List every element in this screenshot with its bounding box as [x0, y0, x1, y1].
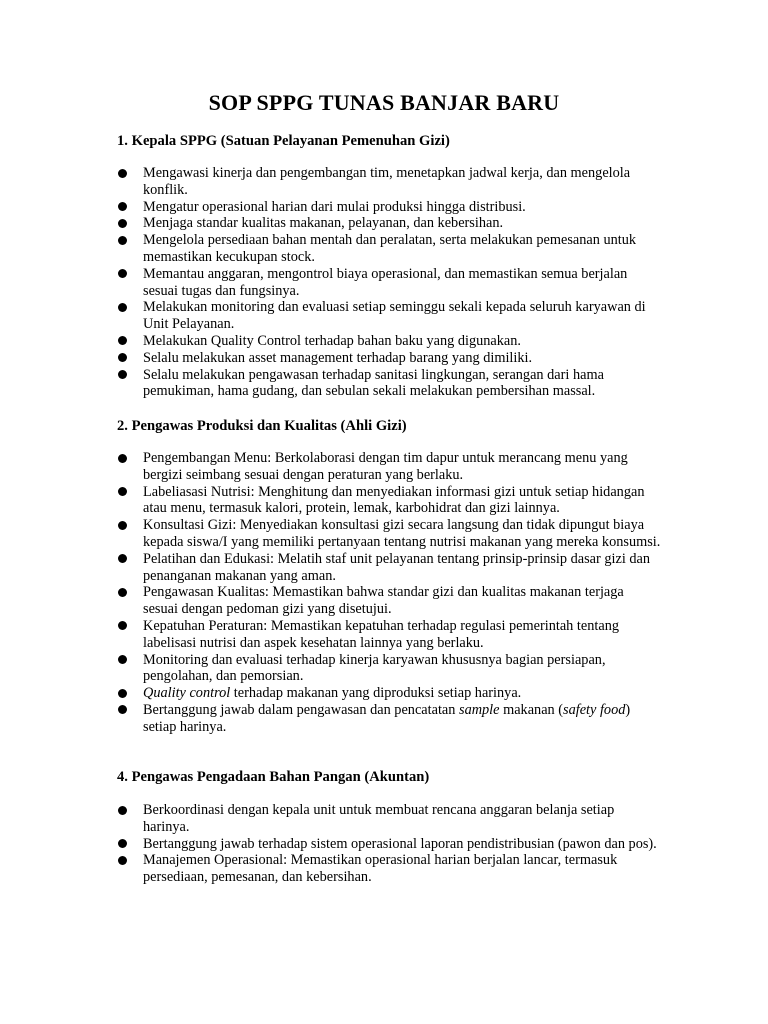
sample-term: sample — [459, 701, 500, 718]
bullet-icon — [118, 202, 127, 211]
bullet-icon — [118, 521, 127, 530]
list-item — [117, 450, 662, 484]
section-heading-pengawas-pengadaan: 4. Pengawas Pengadaan Bahan Pangan (Akuntan) — [117, 769, 430, 785]
bullet-icon — [118, 839, 127, 848]
list-item-text: Pengembangan Menu: Berkolaborasi dengan tim dapur untuk merancang menu yang bergizi seimbang sesuai dengan peraturan yang berlaku. — [143, 450, 628, 483]
list-item — [117, 199, 662, 216]
list-item-text: Mengawasi kinerja dan pengembangan tim, menetapkan jadwal kerja, dan mengelola konflik. — [143, 165, 631, 198]
list-item — [117, 802, 662, 836]
list-item-text: Selalu melakukan asset management terhadap barang yang dimiliki. — [143, 349, 533, 366]
bullet-icon — [118, 303, 127, 312]
list-item — [117, 165, 662, 199]
bullet-icon — [118, 655, 127, 664]
list-item — [117, 232, 662, 266]
bullet-icon — [118, 353, 127, 362]
bullet-icon — [118, 236, 127, 245]
list-item-text: Mengelola persediaan bahan mentah dan peralatan, serta melakukan pemesanan untuk memastikan kecukupan stock. — [143, 232, 637, 265]
list-item — [117, 266, 662, 300]
bullet-icon — [118, 169, 127, 178]
section-heading-pengawas-produksi: 2. Pengawas Produksi dan Kualitas (Ahli Gizi) — [117, 418, 407, 434]
safety-food-term: safety food — [563, 701, 626, 718]
list-item — [117, 836, 662, 853]
sample-text-part3: ) setiap harinya. — [143, 701, 631, 735]
list-item-text: Selalu melakukan pengawasan terhadap sanitasi lingkungan, serangan dari hama pemukiman, hama gudang, dan sebulan sekali melakukan pembersihan massal. — [143, 366, 604, 400]
sample-text-part1: Bertanggung jawab dalam pengawasan dan pencatatan — [143, 701, 459, 718]
list-item — [117, 852, 662, 886]
list-item-text: Bertanggung jawab terhadap sistem operasional laporan pendistribusian (pawon dan pos). — [143, 835, 657, 852]
bullet-icon — [118, 219, 127, 228]
bullet-icon — [118, 336, 127, 345]
bullet-icon — [118, 689, 127, 698]
bullet-icon — [118, 621, 127, 630]
list-item — [117, 618, 662, 652]
list-item-text: Monitoring dan evaluasi terhadap kinerja karyawan khususnya bagian persiapan, pengolahan, dan pemorsian. — [143, 651, 606, 685]
list-item — [117, 350, 662, 367]
bullet-icon — [118, 705, 127, 714]
bullet-icon — [118, 588, 127, 597]
list-item-text: Pengawasan Kualitas: Memastikan bahwa standar gizi dan kualitas makanan terjaga sesuai dengan pedoman gizi yang disetujui. — [143, 584, 624, 618]
list-item — [117, 484, 662, 518]
list-item-quality-control — [117, 685, 662, 702]
list-item-text: Mengatur operasional harian dari mulai produksi hingga distribusi. — [143, 198, 526, 215]
section-list-pengawas-produksi — [117, 450, 662, 736]
list-item — [117, 652, 662, 686]
list-item-text: Kepatuhan Peraturan: Memastikan kepatuhan terhadap regulasi pemerintah tentang labelisasi nutrisi dan aspek kesehatan lainnya yang berlaku. — [143, 617, 619, 651]
list-item-text: Konsultasi Gizi: Menyediakan konsultasi gizi secara langsung dan tidak dipungut biaya kepada siswa/I yang memiliki pertanyaan tentang nutrisi makanan yang mereka konsumsi. — [143, 517, 661, 550]
bullet-icon — [118, 370, 127, 379]
list-item — [117, 551, 662, 585]
list-item-text: Manajemen Operasional: Memastikan operasional harian berjalan lancar, termasuk persediaan, pemesanan, dan kebersihan. — [143, 852, 618, 886]
list-item — [117, 517, 662, 551]
list-item-text: Melakukan Quality Control terhadap bahan baku yang digunakan. — [143, 332, 521, 349]
list-item-text: Berkoordinasi dengan kepala unit untuk membuat rencana anggaran belanja setiap harinya. — [143, 802, 615, 835]
list-item-sample — [117, 702, 662, 736]
quality-control-term: Quality control — [143, 685, 231, 702]
document-title: SOP SPPG TUNAS BANJAR BARU — [208, 90, 560, 115]
list-item — [117, 367, 662, 401]
list-item — [117, 299, 662, 333]
section-heading-kepala-sppg: 1. Kepala SPPG (Satuan Pelayanan Pemenuhan Gizi) — [117, 133, 450, 149]
list-item — [117, 584, 662, 618]
list-item-text: Melakukan monitoring dan evaluasi setiap seminggu sekali kepada seluruh karyawan di Unit Pelayanan. — [143, 299, 646, 333]
bullet-icon — [118, 487, 127, 496]
bullet-icon — [118, 856, 127, 865]
section-list-pengawas-pengadaan — [117, 802, 662, 886]
bullet-icon — [118, 554, 127, 563]
list-item — [117, 215, 662, 232]
quality-control-text: terhadap makanan yang diproduksi setiap harinya. — [230, 685, 522, 702]
bullet-icon — [118, 269, 127, 278]
list-item-text: Pelatihan dan Edukasi: Melatih staf unit pelayanan tentang prinsip-prinsip dasar gizi dan penanganan makanan yang aman. — [143, 550, 651, 584]
list-item — [117, 333, 662, 350]
sample-text-part2: makanan ( — [499, 701, 564, 718]
bullet-icon — [118, 454, 127, 463]
list-item-text: Menjaga standar kualitas makanan, pelayanan, dan kebersihan. — [143, 215, 504, 232]
section-list-kepala-sppg — [117, 165, 662, 400]
bullet-icon — [118, 806, 127, 815]
list-item-text: Memantau anggaran, mengontrol biaya operasional, dan memastikan semua berjalan sesuai tugas dan fungsinya. — [143, 265, 628, 299]
list-item-text: Labeliasasi Nutrisi: Menghitung dan menyediakan informasi gizi untuk setiap hidangan atau menu, termasuk kalori, protein, lemak, karbohidrat dan gizi lainnya. — [143, 483, 645, 517]
